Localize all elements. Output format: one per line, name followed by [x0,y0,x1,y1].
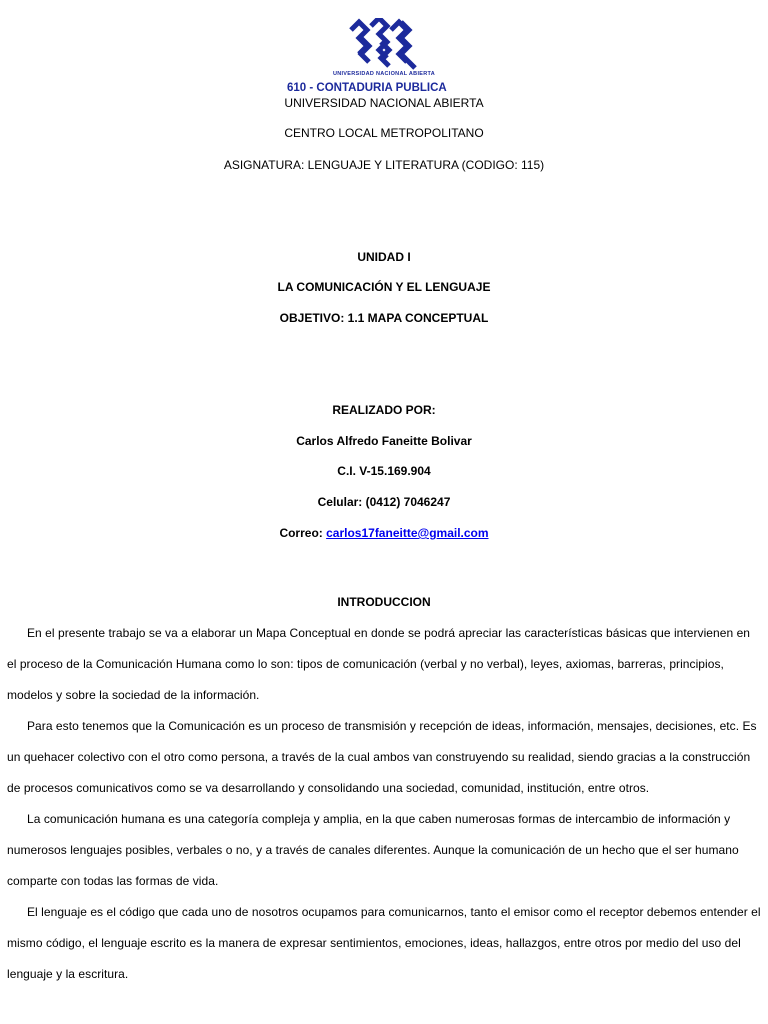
university-name: UNIVERSIDAD NACIONAL ABIERTA [284,96,484,110]
author-phone: Celular: (0412) 7046247 [317,495,451,509]
made-by-label: REALIZADO POR: [332,403,436,417]
university-logo [0,18,768,77]
author-name: Carlos Alfredo Faneitte Bolivar [296,434,472,448]
intro-paragraph: El lenguaje es el código que cada uno de nosotros ocupamos para comunicarnos, tanto el emisor como el receptor debemos entender el mismo código, el lenguaje escrito es la manera de expresar sentimientos, emociones, ideas, hallazgos, entre otros por medio del uso del lenguaje y la escritura. [7,905,761,981]
una-logo-icon [349,18,419,70]
email-link[interactable]: carlos17faneitte@gmail.com [326,526,489,540]
author-email-line [0,526,768,540]
subject-line: ASIGNATURA: LENGUAJE Y LITERATURA (CODIGO: 115) [223,158,545,172]
introduction-heading: INTRODUCCION [337,595,431,609]
logo-caption: UNIVERSIDAD NACIONAL ABIERTA [332,71,436,77]
unit-objective: OBJETIVO: 1.1 MAPA CONCEPTUAL [279,311,489,325]
program-title: 610 - CONTADURIA PUBLICA [287,82,447,94]
intro-paragraph: La comunicación humana es una categoría compleja y amplia, en la que caben numerosas formas de intercambio de información y numerosos lenguajes posibles, verbales o no, y a través de canales diferentes. Aunque la comunicación de un hecho que el ser humano comparte con todas las formas de vida. [7,812,739,888]
author-id: C.I. V-15.169.904 [337,464,431,478]
intro-paragraph: Para esto tenemos que la Comunicación es un proceso de transmisión y recepción de ideas, información, mensajes, decisiones, etc. Es un quehacer colectivo con el otro como persona, a través de la cual ambos van construyendo su realidad, siendo gracias a la construcción de procesos comunicativos como se va desarrollando y consolidando una sociedad, comunidad, institución, entre otros. [7,719,757,795]
introduction-body [7,618,761,990]
unit-label: UNIDAD I [357,250,411,264]
unit-topic: LA COMUNICACIÓN Y EL LENGUAJE [277,280,491,294]
local-center: CENTRO LOCAL METROPOLITANO [284,126,484,140]
email-label: Correo: [279,526,327,540]
intro-paragraph: En el presente trabajo se va a elaborar un Mapa Conceptual en donde se podrá apreciar las características básicas que intervienen en el proceso de la Comunicación Humana como lo son: tipos de comunicación (verbal y no verbal), leyes, axiomas, barreras, principios, modelos y sobre la sociedad de la información. [7,626,751,702]
